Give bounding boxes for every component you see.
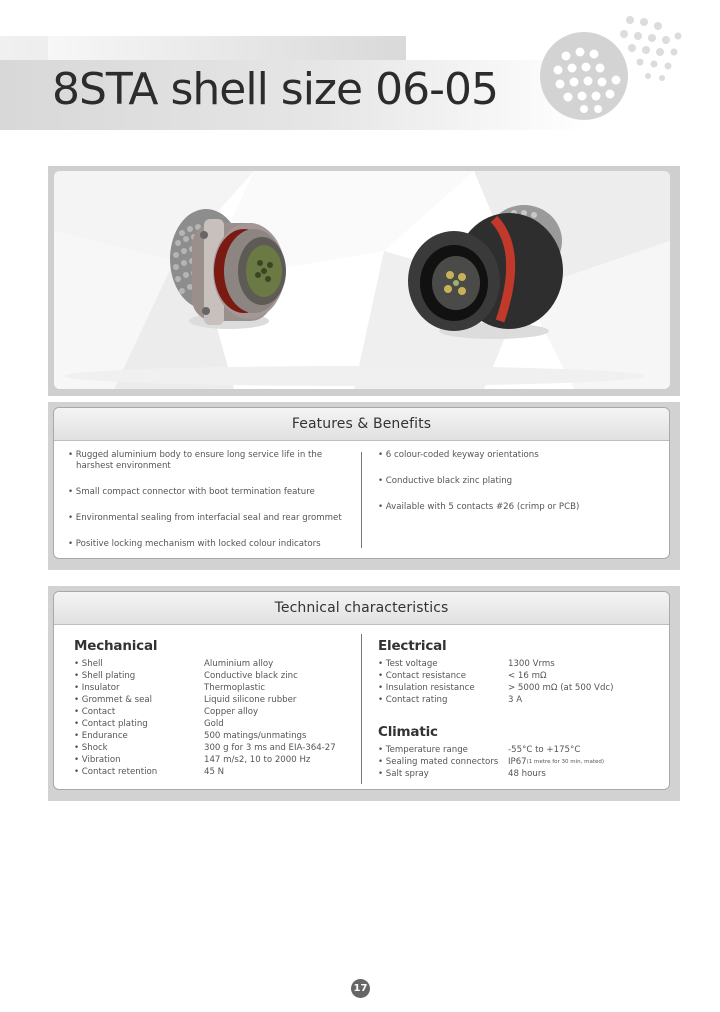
- spec-value: > 5000 mΩ (at 500 Vdc): [508, 683, 614, 693]
- spec-label: • Grommet & seal: [74, 695, 153, 705]
- spec-row: [378, 670, 613, 682]
- electrical-specs: [378, 658, 613, 706]
- spec-label: • Sealing mated connectors: [378, 757, 499, 767]
- spec-value: 300 g for 3 ms and EIA-364-27: [204, 743, 336, 753]
- spec-row: [378, 682, 613, 694]
- mechanical-title: Mechanical: [74, 638, 158, 654]
- feature-item: • Small compact connector with boot termination feature: [68, 487, 315, 497]
- spec-row: [74, 658, 336, 670]
- spec-value: -55°C to +175°C: [508, 745, 581, 755]
- technical-section: [48, 586, 680, 801]
- spec-value: Copper alloy: [204, 707, 259, 717]
- spec-label: • Contact: [74, 707, 116, 717]
- feature-item: • Positive locking mechanism with locked colour indicators: [68, 539, 321, 549]
- page-number: 17: [351, 979, 370, 998]
- technical-heading: Technical characteristics: [54, 592, 669, 625]
- spec-value: 1300 Vrms: [508, 659, 555, 669]
- spec-row: [74, 766, 336, 778]
- spec-row: [378, 768, 604, 780]
- spec-label: • Temperature range: [378, 745, 468, 755]
- spec-label: • Contact plating: [74, 719, 148, 729]
- spec-value: < 16 mΩ: [508, 671, 547, 681]
- dot-pattern-logo: [538, 10, 718, 130]
- spec-row: [378, 658, 613, 670]
- features-section: [48, 402, 680, 570]
- spec-label: • Salt spray: [378, 769, 429, 779]
- spec-value: 3 A: [508, 695, 523, 705]
- spec-row: [74, 730, 336, 742]
- spec-value: 147 m/s2, 10 to 2000 Hz: [204, 755, 311, 765]
- page-title: 8STA shell size 06-05: [52, 64, 498, 115]
- spec-label: • Insulation resistance: [378, 683, 475, 693]
- spec-row: [74, 742, 336, 754]
- spec-value: 48 hours: [508, 769, 546, 779]
- feature-item: • Available with 5 contacts #26 (crimp or PCB): [378, 502, 580, 512]
- spec-row: [378, 744, 604, 756]
- feature-item: • 6 colour-coded keyway orientations: [378, 450, 539, 460]
- spec-label: • Contact resistance: [378, 671, 467, 681]
- spec-value: 500 matings/unmatings: [204, 731, 307, 741]
- feature-item: • Environmental sealing from interfacial seal and rear grommet: [68, 513, 342, 523]
- spec-value: 45 N: [204, 767, 225, 777]
- climatic-title: Climatic: [378, 724, 438, 740]
- spec-label: • Contact rating: [378, 695, 448, 705]
- electrical-title: Electrical: [378, 638, 447, 654]
- spec-value: Liquid silicone rubber: [204, 695, 297, 705]
- features-heading: Features & Benefits: [54, 408, 669, 441]
- spec-label: • Test voltage: [378, 659, 438, 669]
- spec-value: Thermoplastic: [204, 683, 266, 693]
- features-divider: [361, 452, 362, 548]
- feature-item: • Rugged aluminium body to ensure long service life in the harshest environment: [68, 450, 323, 471]
- spec-row: [74, 682, 336, 694]
- spec-row: [74, 706, 336, 718]
- spec-row: [74, 670, 336, 682]
- mechanical-specs: [74, 658, 336, 778]
- product-illustration: [54, 171, 670, 389]
- spec-row: [378, 756, 604, 768]
- spec-value: IP67: [508, 757, 527, 767]
- feature-item: • Conductive black zinc plating: [378, 476, 513, 486]
- spec-label: • Shock: [74, 743, 108, 753]
- spec-value: Gold: [204, 719, 224, 729]
- product-photo: [54, 171, 670, 389]
- spec-row: [74, 694, 336, 706]
- spec-label: • Vibration: [74, 755, 121, 765]
- spec-row: [74, 754, 336, 766]
- features-panel: [53, 407, 670, 559]
- technical-panel: [53, 591, 670, 790]
- spec-label: • Contact retention: [74, 767, 158, 777]
- spec-row: [74, 718, 336, 730]
- climatic-specs: [378, 744, 604, 780]
- spec-label: • Shell: [74, 659, 103, 669]
- spec-label: • Endurance: [74, 731, 128, 741]
- spec-value: Conductive black zinc: [204, 671, 298, 681]
- header-tab: [48, 36, 406, 60]
- spec-note: (1 metre for 30 min, mated): [526, 759, 605, 765]
- spec-row: [378, 694, 613, 706]
- spec-label: • Shell plating: [74, 671, 136, 681]
- spec-label: • Insulator: [74, 683, 120, 693]
- spec-value: Aluminium alloy: [204, 659, 274, 669]
- technical-divider: [361, 634, 362, 784]
